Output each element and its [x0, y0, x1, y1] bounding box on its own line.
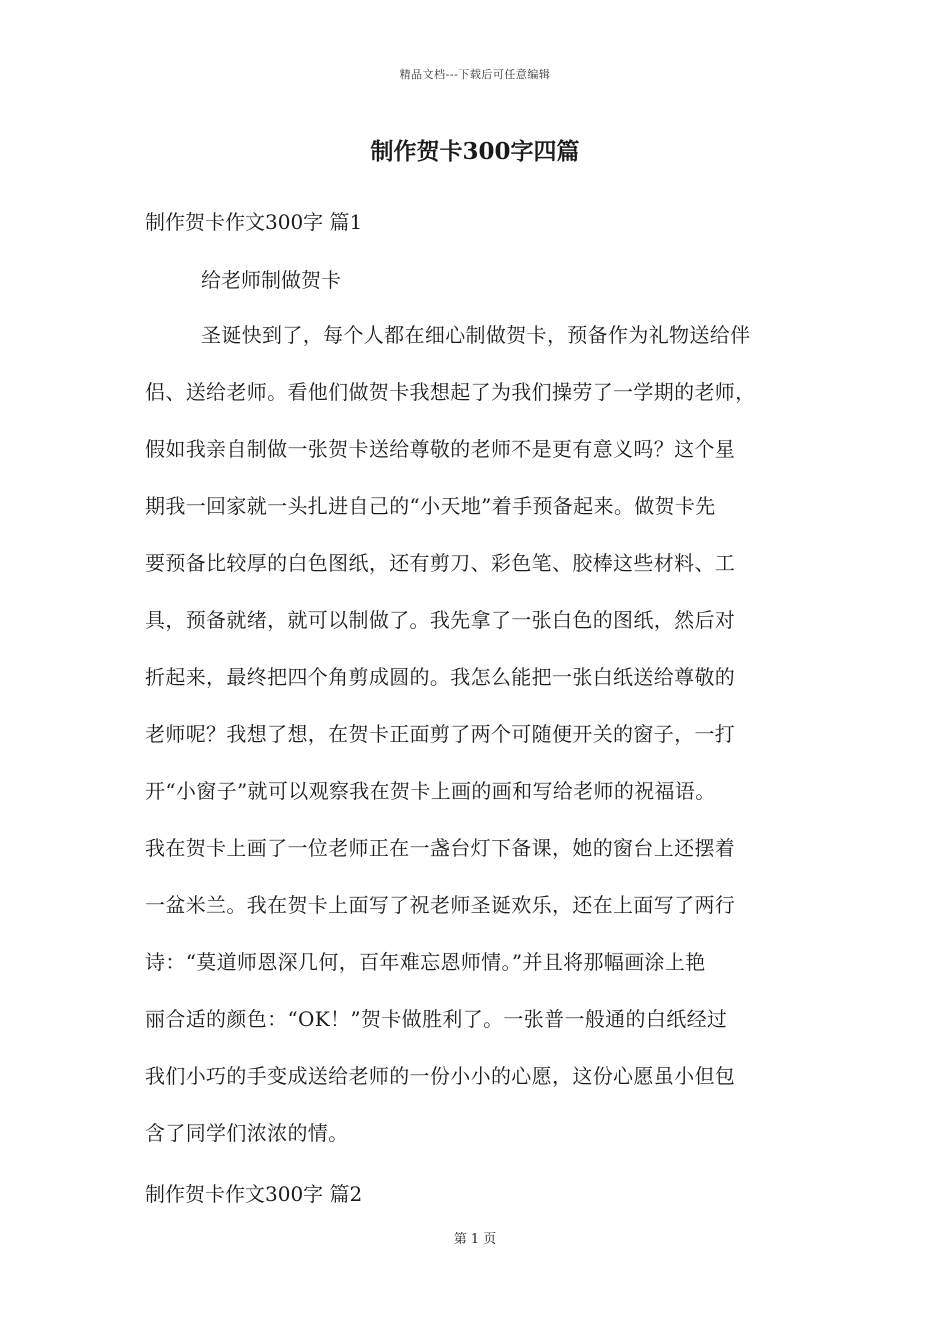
text-line: 一盆米兰。我在贺卡上面写了祝老师圣诞欢乐，还在上面写了两行: [145, 893, 736, 917]
text-line: 侣、送给老师。看他们做贺卡我想起了为我们操劳了一学期的老师，: [145, 380, 756, 404]
text-line: 老师呢？我想了想，在贺卡正面剪了两个可随便开关的窗子，一打: [145, 722, 736, 746]
text-line: 折起来，最终把四个角剪成圆的。我怎么能把一张白纸送给尊敬的: [145, 665, 736, 689]
text-line: 我在贺卡上画了一位老师正在一盏台灯下备课，她的窗台上还摆着: [145, 836, 736, 860]
text-line: 开“小窗子”就可以观察我在贺卡上画的画和写给老师的祝福语。: [145, 779, 716, 803]
text-line: 我们小巧的手变成送给老师的一份小小的心愿，这份心愿虽小但包: [145, 1064, 736, 1088]
text-line: 要预备比较厚的白色图纸，还有剪刀、彩色笔、胶棒这些材料、工: [145, 551, 736, 575]
text-line: 含了同学们浓浓的情。: [145, 1121, 349, 1145]
text-line: 圣诞快到了，每个人都在细心制做贺卡，预备作为礼物送给伴: [201, 323, 751, 347]
header-note: 精品文档---下载后可任意编辑: [399, 68, 551, 81]
page-number: 第 1 页: [453, 1232, 497, 1247]
text-line: 具，预备就绪，就可以制做了。我先拿了一张白色的图纸，然后对: [145, 608, 736, 632]
body-paragraph: [145, 318, 825, 1173]
text-line: 丽合适的颜色：“OK！”贺卡做胜利了。一张普一般通的白纸经过: [145, 1007, 728, 1031]
section-heading-2: 制作贺卡作文300字 篇2: [145, 1182, 363, 1206]
text-line: 期我一回家就一头扎进自己的“小天地”着手预备起来。做贺卡先: [145, 494, 716, 518]
section-subtitle: 给老师制做贺卡: [201, 268, 341, 292]
text-line: 假如我亲自制做一张贺卡送给尊敬的老师不是更有意义吗？这个星: [145, 437, 736, 461]
section-heading-1: 制作贺卡作文300字 篇1: [145, 210, 363, 234]
text-line: 诗：“莫道师恩深几何，百年难忘恩师情。”并且将那幅画涂上艳: [145, 950, 706, 974]
document-title: 制作贺卡300字四篇: [370, 138, 580, 165]
